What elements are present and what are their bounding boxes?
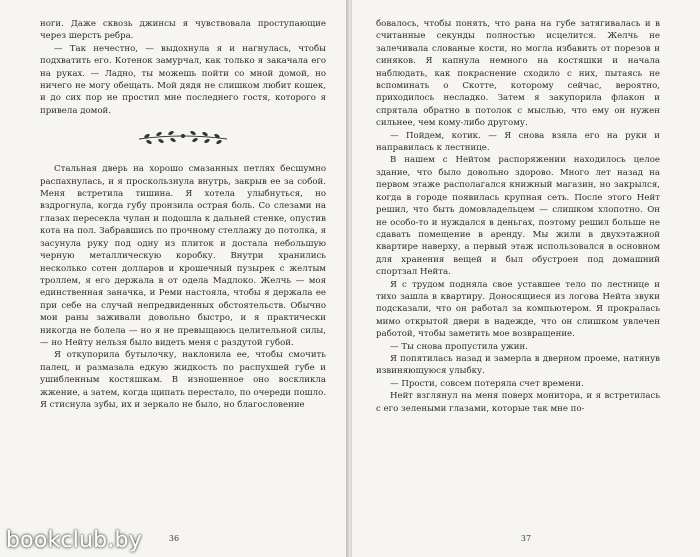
paragraph: Я попятилась назад и замерла в дверном проеме, натянув извиняющуюся улыбку. [376, 353, 660, 377]
watermark-logo: bookclub.by [6, 528, 142, 553]
paragraph: Стальная дверь на хорошо смазанных петлях бесшумно распахнулась, и я проскользнула внутрь, закрыв ее за собой. Меня встретила тишина. Я хотела улыбнуться, но вздрогнула, когда губу пронзила острая боль. Со слезами на глазах пересекла чулан и подошла к дальней стенке, опустив кота на пол. Забравшись по прочному стеллажу до потолка, я засунула руку под одну из плиток и достала небольшую черную металлическую коробку. Внутри хранились несколько сотен долларов и крошечный пузырек с желтым троллем, я его держала в от одела Мадлоко. Желчь — моя единственная заначка, и Реми настояла, чтобы я держала ее при себе на случай непредвиденных обстоятельств. Обычно мои раны заживали довольно быстро, и я практически никогда не болела — но я не превыщаюсь целительной силы, — но Нейту нельзя было видеть меня с раздутой губой. [40, 164, 326, 348]
paragraph: Я откупорила бутылочку, наклонила ее, чтобы смочить палец, и размазала едкую жидкость по распухшей губе и ушибленным костяшкам. В изношенное оно воскликла жжение, а затем, когда щипать перестало, по очереди пошло. Я стиснула зубы, их и зеркало не было, но благословение [40, 350, 326, 410]
left-page-text-top [40, 18, 326, 117]
paragraph: Я с трудом подняла свое уставшее тело по лестнице и тихо зашла в квартиру. Доносящиеся из логова Нейта звуки подсказали, что он работал за компьютером. Я прокралась мимо открытой двери в надежде, что он слишком увлечен работой, чтобы заметить мое возвращение. [376, 279, 660, 340]
paragraph: Нейт взглянул на меня поверх монитора, и я встретилась с его зелеными глазами, которые так мне по- [376, 391, 660, 414]
left-page-text-bottom [40, 163, 326, 411]
page-number-right: 37 [520, 534, 532, 543]
paragraph: В нашем с Нейтом распоряжении находилось целое здание, что было довольно здорово. Много лет назад на первом этаже располагался книжный магазин, но закрылся, когда в городе появилась крупная сеть. После этого Нейт решил, что быть домовладельцем — слишком хлопотно. Он не особо-то и нуждался в деньгах, поэтому решил больше не сдавать помещение в аренду. Мы жили в двухэтажной квартире наверху, а первый этаж использовался в основном для хранения вещей и был обустроен под домашний спортзал Нейта. [376, 155, 660, 278]
floral-ornament-icon [135, 129, 231, 149]
paragraph: — Так нечестно, — выдохнула я и нагнулась, чтобы подхватить его. Котенок замурчал, как только я закачала его на руках. — Ладно, ты можешь пойти со мной домой, но ничего не могу обещать. Мой дядя не слишком любит кошек, и до сих пор не простил мне последнего гостя, которого я привела домой. [40, 43, 326, 116]
paragraph: бовалось, чтобы понять, что рана на губе затягивалась и в считанные секунды полностью исцелится. Желчь не залечивала слованые кости, но могла избавить от порезов и синяков. Я капнула немного на костяшки и начала наблюдать, как покраснение сходило с них, пытаясь не вспоминать о Скотте, которому сейчас, вероятно, приходилось несладко. Затем я закупорила флакон и спрятала обратно в потолок с мыслью, что ему он нужен сильнее, чем кому-либо другому. [376, 19, 660, 129]
right-page-text [376, 18, 660, 415]
left-page [0, 0, 348, 557]
right-page [352, 0, 700, 557]
paragraph: — Ты снова пропустила ужин. [390, 341, 528, 352]
paragraph: — Прости, совсем потеряла счет времени. [390, 378, 584, 389]
paragraph: ноги. Даже сквозь джинсы я чувствовала проступающие через шерсть ребра. [40, 19, 326, 42]
page-number-left: 36 [168, 534, 180, 543]
paragraph: — Пойдем, котик. — Я снова взяла его на руки и направилась к лестнице. [376, 130, 660, 154]
